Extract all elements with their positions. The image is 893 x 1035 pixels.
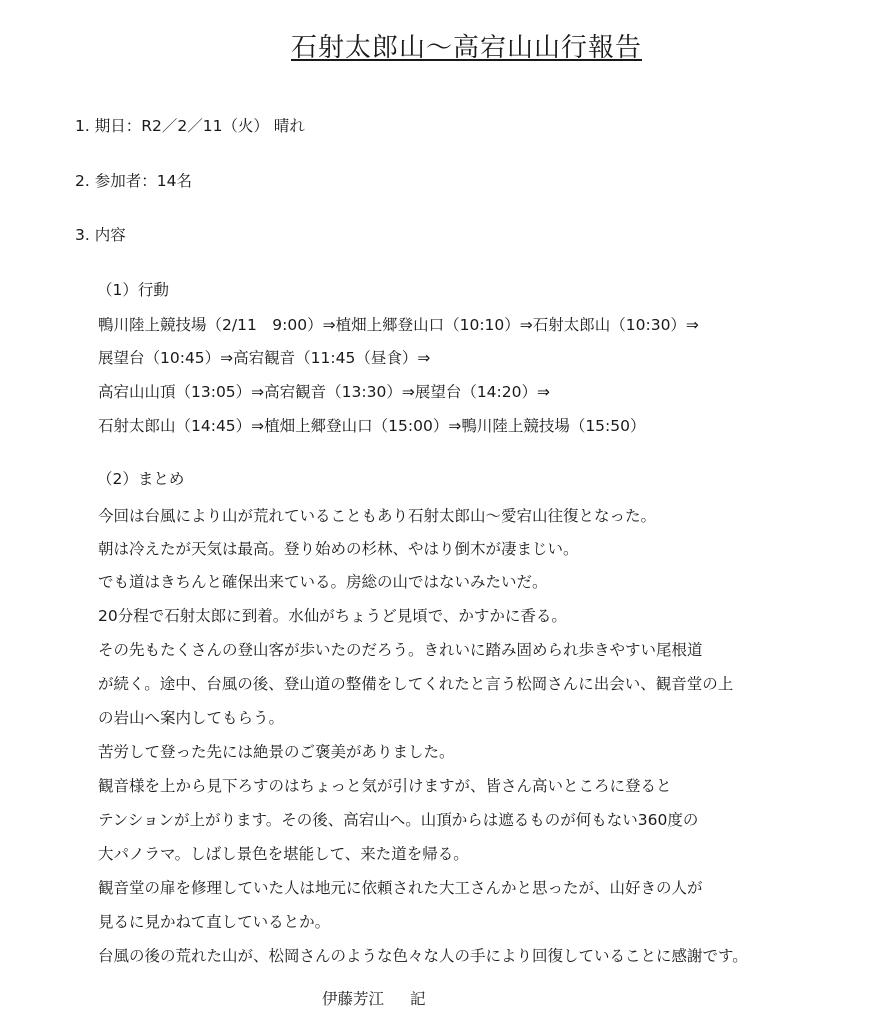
summary-line: 台風の後の荒れた山が、松岡さんのような色々な人の手により回復していることに感謝です。 [98,947,748,965]
summary-line: 今回は台風により山が荒れていることもあり石射太郎山～愛宕山往復となった。 [98,507,657,525]
action-line: 鴨川陸上競技場（2/11 9:00）⇒植畑上郷登山口（10:10）⇒石射太郎山（10:30）⇒ [98,316,699,334]
summary-line: が続く。途中、台風の後、登山道の整備をしてくれたと言う松岡さんに出会い、観音堂の上 [98,675,734,693]
author-signature [322,988,426,1010]
section-participants: 2. 参加者：14名 [75,172,192,190]
action-heading: （1）行動 [97,281,169,299]
summary-line: 朝は冷えたが天気は最高。登り始めの杉林、やはり倒木が凄まじい。 [98,540,579,558]
summary-line: 苦労して登った先には絶景のご褒美がありました。 [98,743,455,761]
summary-line: 大パノラマ。しばし景色を堪能して、来た道を帰る。 [98,845,469,863]
action-line: 展望台（10:45）⇒高宕観音（11:45（昼食）⇒ [98,349,431,367]
section-date: 1. 期日：R2／2／11（火） 晴れ [75,117,305,135]
summary-line: でも道はきちんと確保出来ている。房総の山ではないみたいだ。 [98,573,548,591]
action-line: 高宕山山頂（13:05）⇒高宕観音（13:30）⇒展望台（14:20）⇒ [98,383,550,401]
author-mark: 記 [410,990,426,1008]
author-name: 伊藤芳江 [322,990,385,1008]
summary-line: 見るに見かねて直しているとか。 [98,913,331,931]
action-line: 石射太郎山（14:45）⇒植畑上郷登山口（15:00）⇒鴨川陸上競技場（15:50） [98,417,646,435]
summary-line: 観音様を上から見下ろすのはちょっと気が引けますが、皆さん高いところに登ると [98,777,672,795]
summary-line: の岩山へ案内してもらう。 [98,709,285,727]
summary-line: その先もたくさんの登山客が歩いたのだろう。きれいに踏み固められ歩きやすい尾根道 [98,641,703,659]
summary-line: 20分程で石射太郎に到着。水仙がちょうど見頃で、かすかに香る。 [98,607,567,625]
page-title [0,30,893,66]
summary-heading: （2）まとめ [97,470,185,488]
section-content: 3. 内容 [75,226,126,244]
summary-line: 観音堂の扉を修理していた人は地元に依頼された大工さんかと思ったが、山好きの人が [98,879,703,897]
page-title-text: 石射太郎山～高宕山山行報告 [290,33,642,63]
summary-line: テンションが上がります。その後、高宕山へ。山頂からは遮るものが何もない360度の [98,811,699,829]
